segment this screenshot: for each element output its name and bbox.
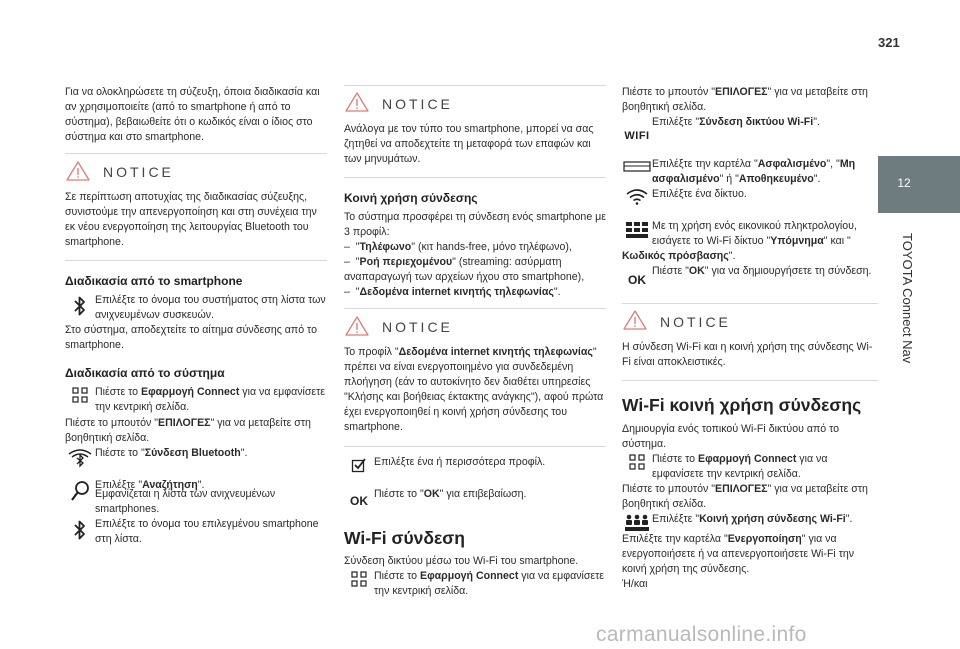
heading-wifi-connection: Wi-Fi σύνδεση — [344, 527, 465, 548]
notice-box-1 — [65, 153, 327, 261]
step-text: Πιέστε το μπουτόν "ΕΠΙΛΟΓΕΣ" για να μεταβείτε στη βοηθητική σελίδα. — [65, 416, 311, 444]
keyboard-icon — [622, 219, 652, 239]
column-1 — [65, 85, 327, 547]
wifi-share-intro: Δημιουργία ενός τοπικού Wi-Fi δικτύου από το σύστημα. — [622, 422, 840, 450]
step-row — [622, 187, 878, 205]
hotspot-users-icon — [622, 512, 652, 532]
bluetooth-icon — [65, 517, 95, 541]
step-text: Πιέστε το Εφαρμογή Connect για να εμφανίσετε την κεντρική σελίδα. — [374, 570, 605, 598]
heading-from-system: Διαδικασία από το σύστημα — [65, 366, 225, 381]
column-2 — [344, 85, 606, 599]
sharing-intro: Το σύστημα προσφέρει τη σύνδεση ενός smartphone με 3 προφίλ: — [344, 211, 606, 239]
chapter-title-vertical — [886, 233, 926, 383]
profile-item: – "Τηλέφωνο" (κιτ hands-free, μόνο τηλέφωνο), — [344, 241, 572, 254]
step-row — [344, 455, 606, 473]
step-text: Επιλέξτε την καρτέλα "Ασφαλισμένο", "Μη ασφαλισμένο" ή "Αποθηκευμένο". — [652, 157, 856, 185]
tabs-icon — [622, 157, 652, 175]
warning-triangle-icon — [65, 160, 91, 187]
step-row — [65, 446, 327, 468]
chapter-number: 12 — [897, 176, 911, 190]
ok-button-label: OK — [628, 272, 646, 287]
step-text: Πιέστε το "OK" για επιβεβαίωση. — [374, 487, 527, 500]
profile-item: – "Ροή περιεχομένου" (streaming: ασύρματη αναπαραγωγή των αρχείων ήχου στο smartphone), — [344, 256, 585, 284]
notice-title: NOTICE — [103, 164, 174, 181]
profile-item: – "Δεδομένα internet κινητής τηλεφωνίας". — [344, 286, 561, 299]
warning-triangle-icon — [622, 309, 648, 336]
step-row — [65, 293, 327, 323]
step-row — [65, 385, 327, 415]
step-text: Επιλέξτε "Σύνδεση δικτύου Wi-Fi". — [652, 116, 820, 129]
wifi-intro: Σύνδεση δικτύου μέσω του Wi-Fi του smartphone. — [344, 555, 579, 568]
notice-title: NOTICE — [382, 96, 453, 113]
step-text: Κωδικός πρόσβασης". — [622, 249, 736, 262]
chapter-title: TOYOTA Connect Nav — [900, 233, 915, 364]
notice-box-4 — [622, 303, 878, 381]
notice-text: Ανάλογα με τον τύπο του smartphone, μπορεί να σας ζητηθεί να αποδεχτείτε τη μεταφορά των επαφών και των μηνυμάτων. — [344, 123, 594, 166]
step-row — [622, 264, 878, 289]
column-3 — [622, 85, 878, 592]
step-text: Πιέστε το μπουτόν "ΕΠΙΛΟΓΕΣ" για να μεταβείτε στη βοηθητική σελίδα. — [622, 86, 868, 114]
apps-grid-icon — [344, 569, 374, 587]
heading-connection-sharing: Κοινή χρήση σύνδεσης — [344, 191, 478, 206]
step-text: Με τη χρήση ενός εικονικού πληκτρολογίου, εισάγετε το Wi-Fi δίκτυο "Υπόμνημα" και " — [652, 219, 857, 247]
step-text: Πιέστε το Εφαρμογή Connect για να εμφανίσετε την κεντρική σελίδα. — [95, 386, 326, 414]
step-text: Πιέστε "OK" για να δημιουργήσετε τη σύνδεση. — [652, 264, 872, 277]
step-row — [65, 517, 327, 547]
step-text: Επιλέξτε το όνομα του επιλεγμένου smartphone στη λίστα. — [95, 517, 319, 545]
notice-title: NOTICE — [660, 313, 731, 330]
step-row — [622, 157, 878, 187]
step-text: Στο σύστημα, αποδεχτείτε το αίτημα σύνδεσης από το smartphone. — [65, 324, 317, 352]
step-row — [622, 115, 878, 145]
step-text: Επιλέξτε ένα ή περισσότερα προφίλ. — [374, 455, 546, 468]
bluetooth-signal-icon — [65, 446, 95, 468]
bluetooth-icon — [65, 293, 95, 317]
apps-grid-icon — [622, 452, 652, 470]
page-number: 321 — [878, 35, 900, 50]
step-row — [622, 512, 878, 532]
ok-button-label: OK — [350, 493, 368, 508]
step-text: Επιλέξτε την καρτέλα "Ενεργοποίηση" για να ενεργοποιήσετε ή να απενεργοποιήσετε Wi-Fi την κοινή χρήση της σύνδεσης. — [622, 532, 855, 576]
notice-box-2 — [344, 85, 606, 178]
notice-text: Σε περίπτωση αποτυχίας της διαδικασίας σύζευξης, συνιστούμε την απενεργοποίηση και στη συνέχεια την εκ νέου ενεργοποίηση της λειτουργίας Bluetooth του smartphone. — [65, 191, 317, 249]
pairing-intro: Για να ολοκληρώσετε τη σύζευξη, όποια διαδικασία και αν χρησιμοποιείτε (από το smartphone ή από το σύστημα), βεβαιωθείτε ότι ο κωδικός είναι ο ίδιος στο σύστημα και στο smartphone. — [65, 86, 320, 144]
step-text: Επιλέξτε "Κοινή χρήση σύνδεσης Wi-Fi". — [652, 512, 853, 525]
step-row — [622, 452, 878, 482]
step-text: Ή/και — [622, 578, 648, 591]
step-row — [622, 219, 878, 249]
apps-grid-icon — [65, 385, 95, 403]
notice-text: Η σύνδεση Wi-Fi και η κοινή χρήση της σύνδεσης Wi-Fi είναι αποκλειστικές. — [622, 340, 873, 368]
watermark: carmanualsonline.info — [596, 623, 807, 646]
wifi-label-icon: WIFI — [624, 130, 650, 143]
step-text: Επιλέξτε "Αναζήτηση". — [95, 478, 205, 491]
step-row — [344, 487, 606, 510]
notice-text: Το προφίλ "Δεδομένα internet κινητής τηλεφωνίας" πρέπει να είναι ενεργοποιημένο για συνδεδεμένη πλοήγηση (εάν το αυτοκίνητο δεν διαθέτει υπηρεσίες "Κλήσης και βοήθειας έκτακτης ανάγκης"), αφού πρώτα έχει ενεργοποιηθεί η κοινή χρήση σύνδεσης του smartphone. — [344, 346, 604, 434]
warning-triangle-icon — [344, 91, 370, 118]
notice-title: NOTICE — [382, 319, 453, 336]
wifi-signal-icon — [622, 187, 652, 205]
warning-triangle-icon — [344, 315, 370, 342]
search-icon — [65, 478, 95, 502]
notice-box-3 — [344, 308, 606, 446]
checkbox-icon — [344, 455, 374, 473]
step-text: Εμφανίζεται η λίστα των ανιχνευμένων smartphones. — [95, 487, 276, 515]
step-text: Πιέστε το Εφαρμογή Connect για να εμφανίσετε την κεντρική σελίδα. — [652, 452, 828, 480]
step-text: Πιέστε το "Σύνδεση Bluetooth". — [95, 446, 248, 459]
heading-wifi-sharing: Wi-Fi κοινή χρήση σύνδεσης — [622, 394, 862, 415]
step-text: Πιέστε το μπουτόν "ΕΠΙΛΟΓΕΣ" για να μεταβείτε στη βοηθητική σελίδα. — [622, 482, 868, 510]
heading-from-smartphone: Διαδικασία από το smartphone — [65, 274, 243, 289]
step-row — [344, 569, 606, 599]
step-text: Επιλέξτε ένα δίκτυο. — [652, 187, 747, 200]
step-text: Επιλέξτε το όνομα του συστήματος στη λίστα των ανιχνευμένων συσκευών. — [95, 294, 326, 322]
